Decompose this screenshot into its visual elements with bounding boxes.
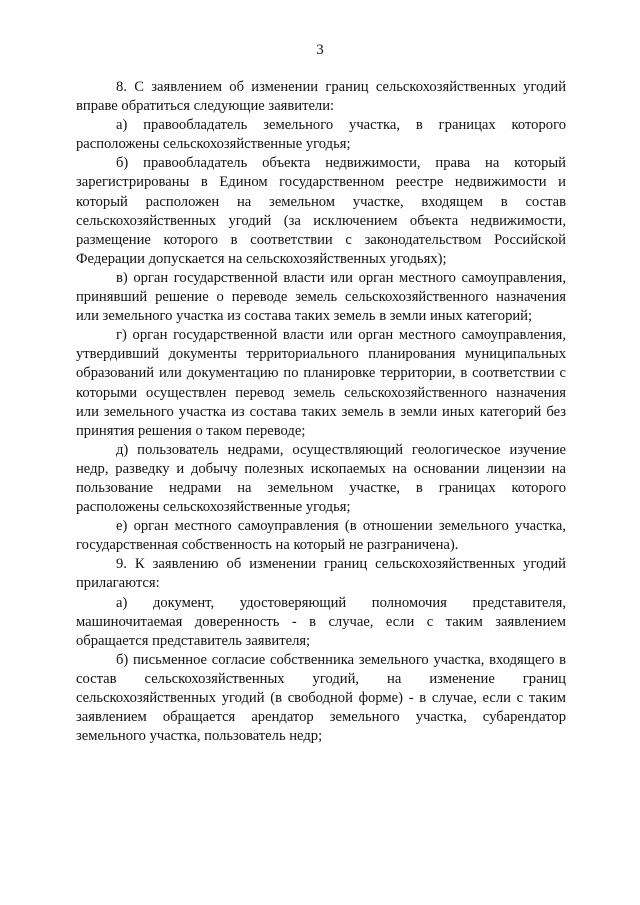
attachment-item-b: б) письменное согласие собственника земельного участка, входящего в состав сельскохозяйственных угодий, на изменение границ сельскохозяйственных угодий (в свободной форме) - в случае, если с таким заявлением обращается арендатор земельного участка, субарендатор земельного участка, пользователь недр; [76, 651, 566, 745]
list-item-v: в) орган государственной власти или орган местного самоуправления, принявший решение о переводе земель сельскохозяйственного назначения или земельного участка из состава таких земель в земли иных категорий; [76, 269, 566, 325]
paragraph-9-intro: 9. К заявлению об изменении границ сельскохозяйственных угодий прилагаются: [76, 556, 566, 592]
attachment-item-a: а) документ, удостоверяющий полномочия представителя, машиночитаемая доверенность - в случае, если с таким заявлением обращается представитель заявителя; [76, 594, 566, 649]
paragraph-8-intro: 8. С заявлением об изменении границ сельскохозяйственных угодий вправе обратиться следующие заявители: [76, 79, 566, 115]
list-item-a: а) правообладатель земельного участка, в границах которого расположены сельскохозяйственные угодья; [76, 117, 566, 153]
list-item-d: д) пользователь недрами, осуществляющий геологическое изучение недр, разведку и добычу полезных ископаемых на основании лицензии на пользование недрами на земельном участке, в границах которого расположены сельскохозяйственные угодья; [76, 441, 566, 516]
list-item-b: б) правообладатель объекта недвижимости, права на который зарегистрированы в Едином государственном реестре недвижимости и который расположен на земельном участке, входящем в состав сельскохозяйственных угодий (за исключением объекта недвижимости, размещение которого в соответствии с законодательством Российской Федерации допускается на сельскохозяйственных угодьях); [76, 155, 566, 267]
list-item-e: е) орган местного самоуправления (в отношении земельного участка, государственная собственность на который не разграничена). [76, 518, 566, 554]
document-body [76, 78, 566, 746]
page-number: 3 [316, 42, 324, 58]
list-item-g: г) орган государственной власти или орган местного самоуправления, утвердивший документы территориального планирования муниципальных образований или документацию по планировке территории, в соответствии с которыми осуществлен перевод земель сельскохозяйственного назначения или земельного участка из состава таких земель в земли иных категорий без принятия решения о таком переводе; [76, 327, 566, 439]
